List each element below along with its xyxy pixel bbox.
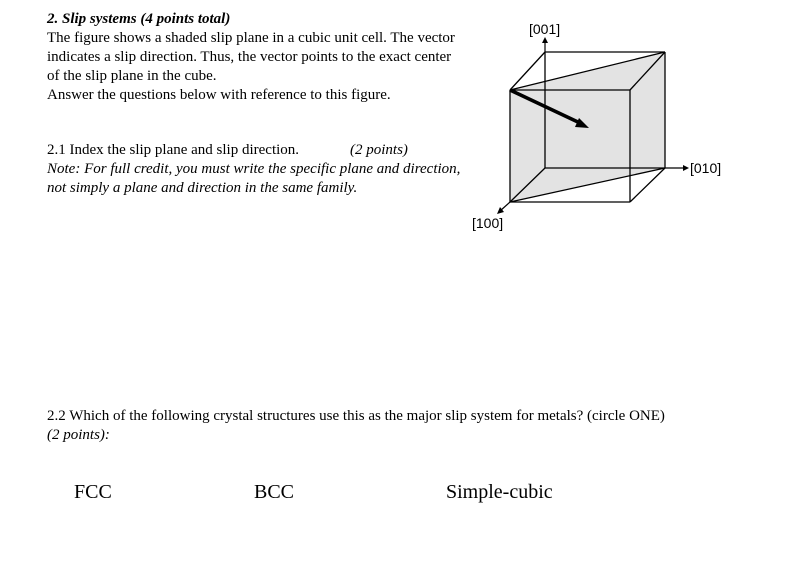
- axis-label-001: [001]: [529, 21, 561, 37]
- choice-fcc[interactable]: FCC: [74, 481, 112, 503]
- z-axis-arrowhead: [542, 37, 548, 43]
- axis-label-010: [010]: [690, 160, 722, 176]
- part-2-1-note: Note: For full credit, you must write the specific plane and direction, not simply a plane and direction in the same family.: [47, 161, 461, 196]
- part-2-2-points: (2 points):: [47, 427, 110, 443]
- part-2-2-prompt: 2.2 Which of the following crystal structures use this as the major slip system for metals? (circle ONE): [47, 408, 665, 424]
- choice-bcc[interactable]: BCC: [254, 481, 295, 503]
- part-2-1-points: (2 points): [350, 142, 408, 158]
- axis-label-100: [100]: [472, 215, 504, 231]
- unit-cell-figure: [460, 10, 760, 245]
- choice-simple-cubic[interactable]: Simple-cubic: [446, 481, 553, 503]
- part-2-1-prompt: 2.1 Index the slip plane and slip direction.: [47, 142, 300, 158]
- y-axis-arrowhead: [683, 165, 689, 171]
- question-heading: 2. Slip systems (4 points total): [47, 11, 231, 27]
- question-body: The figure shows a shaded slip plane in a cubic unit cell. The vector indicates a slip direction. Thus, the vector points to the exact center of the slip plane in the cube. Answer the questions below with reference to this figure.: [47, 30, 455, 103]
